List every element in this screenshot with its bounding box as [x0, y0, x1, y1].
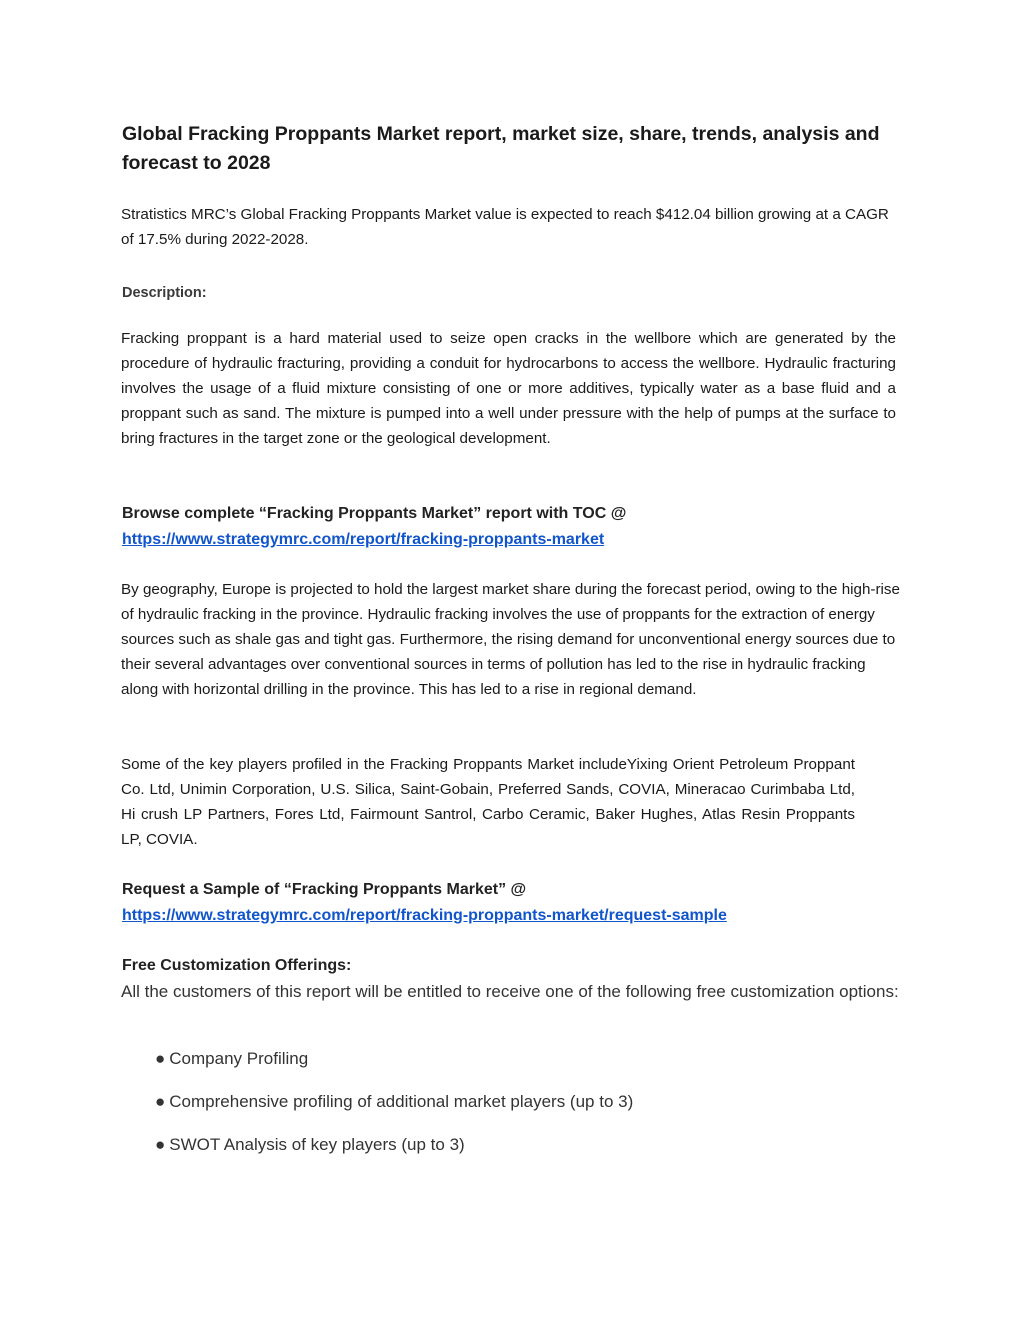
sample-heading: Request a Sample of “Fracking Proppants Market” @	[122, 881, 527, 898]
document-title: Global Fracking Proppants Market report, market size, share, trends, analysis and forecast to 2028	[122, 123, 880, 174]
browse-section	[122, 501, 922, 553]
bullet-icon: ●	[155, 1092, 166, 1111]
description-paragraph: Fracking proppant is a hard material used to seize open cracks in the wellbore which are generated by the procedure of hydraulic fracturing, providing a conduit for hydrocarbons to access the wellbore. Hydraulic fracturing involves the usage of a fluid mixture consisting of one or more additives, typically water as a base fluid and a proppant such as sand. The mixture is pumped into a well under pressure with the help of pumps at the surface to bring fractures in the target zone or the geological development.	[121, 330, 896, 447]
request-sample-link[interactable]: https://www.strategymrc.com/report/fracking-proppants-market/request-sample	[122, 907, 727, 924]
intro-paragraph: Stratistics MRC’s Global Fracking Proppants Market value is expected to reach $412.04 billion growing at a CAGR of 17.5% during 2022-2028.	[121, 206, 889, 248]
description-label: Description:	[122, 285, 207, 301]
list-item	[155, 1047, 308, 1071]
list-item-label: SWOT Analysis of key players (up to 3)	[169, 1135, 465, 1154]
sample-section	[122, 877, 922, 929]
key-players-paragraph: Some of the key players profiled in the Fracking Proppants Market includeYixing Orient Petroleum Proppant Co. Ltd, Unimin Corporation, U.S. Silica, Saint-Gobain, Preferred Sands, COVIA, Mineracao Curimbaba Ltd, Hi crush LP Partners, Fores Ltd, Fairmount Santrol, Carbo Ceramic, Baker Hughes, Atlas Resin Proppants LP, COVIA.	[121, 756, 855, 848]
list-item-label: Comprehensive profiling of additional market players (up to 3)	[169, 1092, 634, 1111]
bullet-icon: ●	[155, 1049, 166, 1068]
customization-heading: Free Customization Offerings:	[122, 957, 352, 974]
list-item-label: Company Profiling	[169, 1049, 309, 1068]
list-item	[155, 1133, 465, 1157]
geography-paragraph: By geography, Europe is projected to hold the largest market share during the forecast period, owing to the high-rise of hydraulic fracking in the province. Hydraulic fracking involves the use of proppants for the extraction of energy sources such as shale gas and tight gas. Furthermore, the rising demand for unconventional energy sources due to their several advantages over conventional sources in terms of pollution has led to the rise in hydraulic fracking along with horizontal drilling in the province. This has led to a rise in regional demand.	[121, 581, 900, 698]
browse-report-link[interactable]: https://www.strategymrc.com/report/fracking-proppants-market	[122, 531, 605, 548]
customization-paragraph: All the customers of this report will be entitled to receive one of the following free customization options:	[121, 982, 899, 1001]
bullet-icon: ●	[155, 1135, 166, 1154]
list-item	[155, 1090, 633, 1114]
browse-heading: Browse complete “Fracking Proppants Market” report with TOC @	[122, 505, 627, 522]
